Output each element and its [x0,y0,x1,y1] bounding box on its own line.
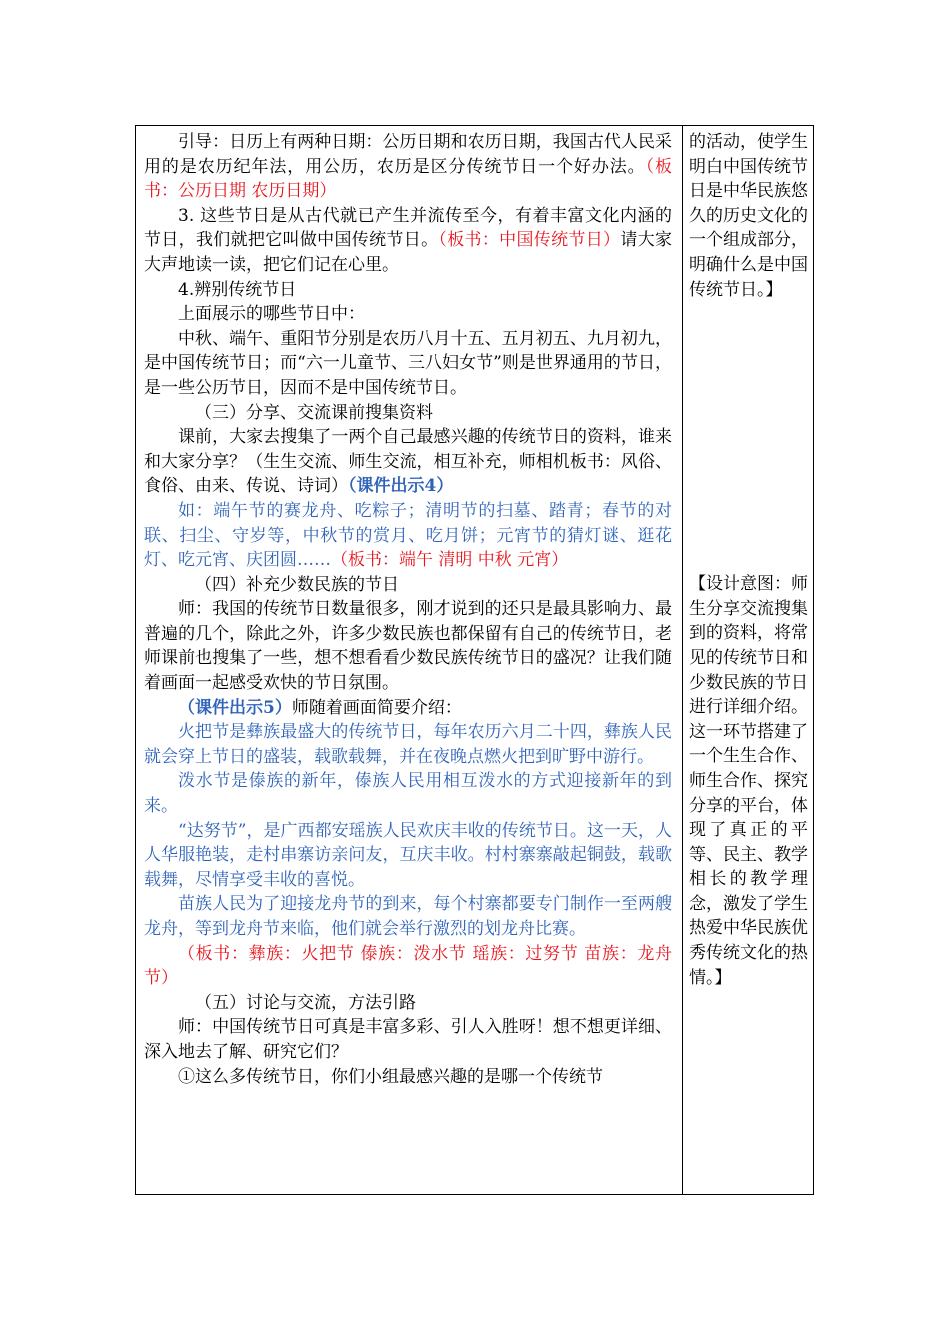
section-4-heading: （四）补充少数民族的节日 [195,574,399,595]
paragraph-examples: 如：端午节的赛龙舟、吃粽子；清明节的扫墓、踏青；春节的对联、扫尘、守岁等，中秋节的赏月、吃月饼；元宵节的猜灯谜、逛花灯、吃元宵、庆团圆……（板书：端午 清明 中秋 元宵） [144,500,672,571]
courseware-note-5: （课件出示5） [178,697,292,718]
teaching-process-column [144,130,672,1089]
paragraph-discussion: 师：中国传统节日可真是丰富多彩、引人入胜呀！想不想更详细、深入地去了解、研究它们？ [144,1017,672,1062]
section-3-heading: （三）分享、交流课前搜集资料 [195,402,433,423]
paragraph-water-festival: 泼水节是傣族的新年，傣族人民用相互泼水的方式迎接新年的到来。 [144,771,672,817]
board-note-minority: （板书：彝族：火把节 傣族：泼水节 瑶族：过努节 苗族：龙舟节） [144,943,672,989]
paragraph-question-1: ①这么多传统节日，你们小组最感兴趣的是哪一个传统节 [178,1066,603,1087]
section-5-heading: （五）讨论与交流，方法引路 [195,992,416,1013]
design-intent-continued: 的活动，使学生明白中国传统节日是中华民族悠久的历史文化的一个组成部分，明确什么是中国传统节日。】 [689,132,808,300]
board-note-traditional: （板书：中国传统节日） [438,230,621,251]
design-intent-column [689,130,808,990]
paragraph-dragon-boat: 苗族人民为了迎接龙舟节的到来，每个村寨都要专门制作一至两艘龙舟，等到龙舟节来临，他们就会举行激烈的划龙舟比赛。 [144,894,672,939]
paragraph-traditional-festival-def: 3. 这些节日是从古代就已产生并流传至今，有着丰富文化内涵的节日，我们就把它叫做中国传统节日。（板书：中国传统节日）请大家大声地读一读，把它们记在心里。 [144,205,673,275]
paragraph-which-festivals: 上面展示的哪些节日中： [178,304,365,325]
paragraph-minority-intro: 师：我国的传统节日数量很多，刚才说到的还只是最具影响力、最普遍的几个，除此之外，许多少数民族也都保留有自己的传统节日，老师课前也搜集了一些，想不想看看少数民族传统节日的盛况？让我们随着画面一起感受欢快的节日氛围。 [144,599,672,694]
lesson-plan-table [135,125,814,1195]
paragraph-share-materials: 课前，大家去搜集了一两个自己最感兴趣的传统节日的资料，谁来和大家分享？（生生交流、师生交流，相互补充，师相机板书：风俗、食俗、由来、传说、诗词）（课件出示4） [144,427,672,497]
paragraph-calendar-guide: 引导：日历上有两种日期：公历日期和农历日期，我国古代人民采用的是农历纪年法，用公历，农历是区分传统节日一个好办法。（板书：公历日期 农历日期） [144,132,673,202]
paragraph-danu-festival: “达努节”，是广西都安瑶族人民欢庆丰收的传统节日。这一天，人人华服艳装，走村串寨访亲问友，互庆丰收。村村寨寨敲起铜鼓，载歌载舞，尽情享受丰收的喜悦。 [144,820,672,890]
step-4-heading: 4.辨别传统节日 [178,279,297,300]
board-note-calendar: （板书：公历日期 农历日期） [144,156,673,202]
design-intent-sharing: 【设计意图：师生分享交流搜集到的资料，将常见的传统节日和少数民族的节日进行详细介绍。这一环节搭建了一个生生合作、师生合作、探究分享的平台，体现了真正的平等、民主、教学相长的教学理念，激发了学生热爱中华民族优秀传统文化的热情。】 [689,574,808,988]
courseware-note-4: （课件出示4） [348,476,454,497]
paragraph-torch-festival: 火把节是彝族最盛大的传统节日，每年农历六月二十四，彝族人民就会穿上节日的盛装，载歌载舞，并在夜晚点燃火把到旷野中游行。 [144,722,672,767]
column-divider [682,126,683,1194]
board-note-festivals: （板书：端午 清明 中秋 元宵） [331,550,569,571]
paragraph-distinguish: 中秋、端午、重阳节分别是农历八月十五、五月初五、九月初九，是中国传统节日；而“六一儿童节、三八妇女节”则是世界通用的节日，是一些公历节日，因而不是中国传统节日。 [144,328,672,398]
paragraph-courseware-5: （课件出示5）师随着画面简要介绍： [178,697,462,718]
